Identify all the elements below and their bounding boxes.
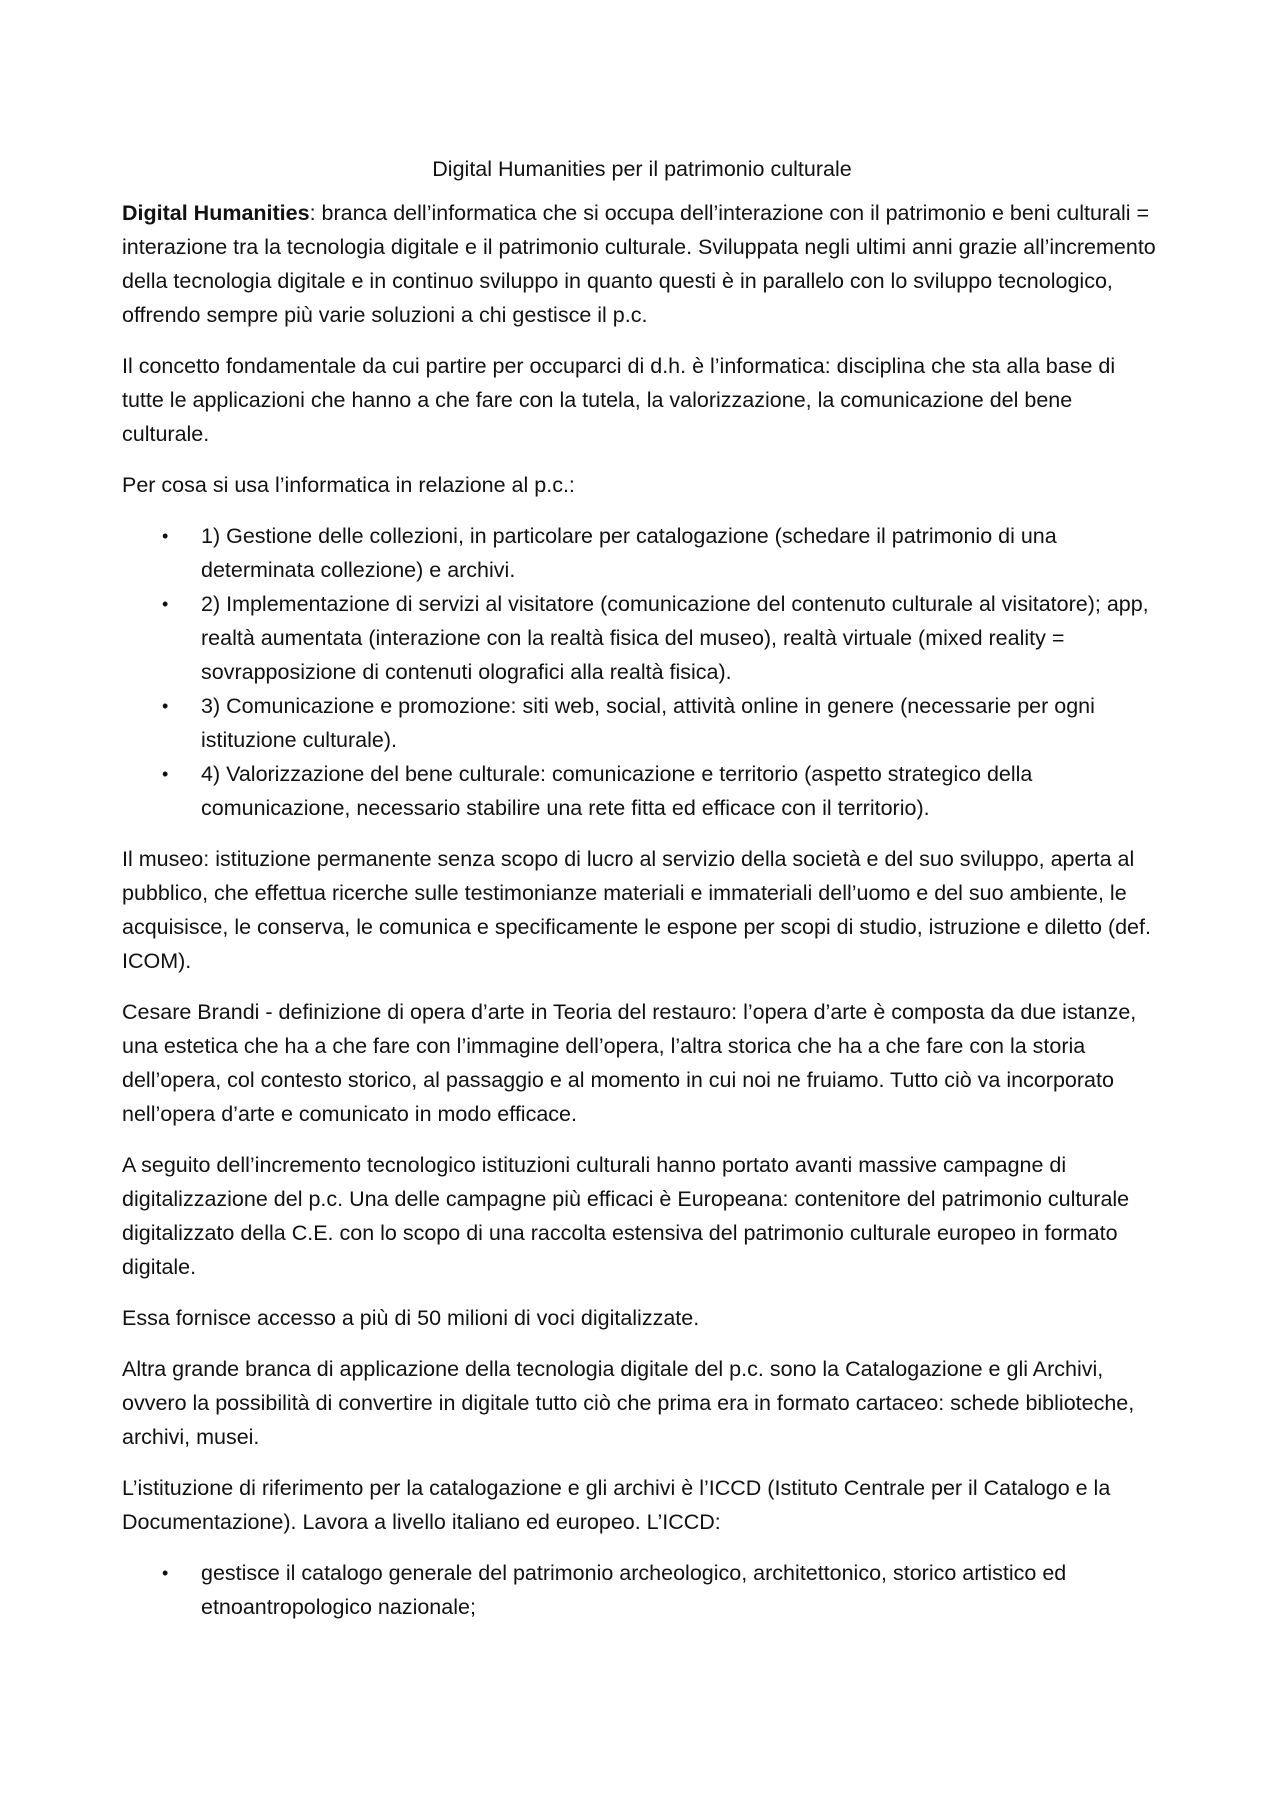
paragraph-uses-intro: Per cosa si usa l’informatica in relazione al p.c.: bbox=[122, 473, 575, 497]
list-item-text: 1) Gestione delle collezioni, in particolare per catalogazione (schedare il patrimonio di una determinata collezione) e archivi. bbox=[201, 524, 1057, 582]
paragraph-brandi: Cesare Brandi - definizione di opera d’arte in Teoria del restauro: l’opera d’arte è composta da due istanze, una estetica che ha a che fare con l’immagine dell’opera, l’altra storica che ha a che fare con la storia dell’opera, col contesto storico, al passaggio e al momento in cui noi ne fruiamo. Tutto ciò va incorporato nell’opera d’arte e comunicato in modo efficace. bbox=[122, 1000, 1137, 1126]
paragraph-europeana: A seguito dell’incremento tecnologico istituzioni culturali hanno portato avanti massive campagne di digitalizzazione del p.c. Una delle campagne più efficaci è Europeana: contenitore del patrimonio culturale digitalizzato della C.E. con lo scopo di una raccolta estensiva del patrimonio culturale europeo in formato digitale. bbox=[122, 1153, 1130, 1279]
iccd-list bbox=[122, 1556, 1162, 1624]
list-item bbox=[122, 1556, 1162, 1624]
list-item-text: 4) Valorizzazione del bene culturale: comunicazione e territorio (aspetto strategico della comunicazione, necessario stabilire una rete fitta ed efficace con il territorio). bbox=[201, 762, 1033, 820]
paragraph-iccd: L’istituzione di riferimento per la catalogazione e gli archivi è l’ICCD (Istituto Centrale per il Catalogo e la Documentazione). Lavora a livello italiano ed europeo. L’ICCD: bbox=[122, 1476, 1111, 1534]
list-item bbox=[122, 689, 1162, 757]
intro-term: Digital Humanities bbox=[122, 201, 310, 225]
paragraph-voci: Essa fornisce accesso a più di 50 milioni di voci digitalizzate. bbox=[122, 1306, 700, 1330]
list-item-text: gestisce il catalogo generale del patrimonio archeologico, architettonico, storico artistico ed etnoantropologico nazionale; bbox=[201, 1561, 1067, 1619]
intro-text: : branca dell’informatica che si occupa dell’interazione con il patrimonio e beni culturali = interazione tra la tecnologia digitale e il patrimonio culturale. Sviluppata negli ultimi anni grazie all’incremento della tecnologia digitale e in continuo sviluppo in quanto questi è in parallelo con lo sviluppo tecnologico, offrendo sempre più varie soluzioni a chi gestisce il p.c. bbox=[122, 201, 1156, 327]
list-item bbox=[122, 519, 1162, 587]
list-item-text: 3) Comunicazione e promozione: siti web, social, attività online in genere (necessarie per ogni istituzione culturale). bbox=[201, 694, 1095, 752]
list-item bbox=[122, 587, 1162, 689]
document-title: Digital Humanities per il patrimonio culturale bbox=[432, 157, 852, 181]
uses-list bbox=[122, 519, 1162, 825]
paragraph-informatica: Il concetto fondamentale da cui partire per occuparci di d.h. è l’informatica: disciplina che sta alla base di tutte le applicazioni che hanno a che fare con la tutela, la valorizzazione, la comunicazione del bene culturale. bbox=[122, 354, 1116, 446]
bullet-icon: • bbox=[162, 526, 169, 546]
document-page bbox=[122, 152, 1162, 1641]
paragraph-museo: Il museo: istituzione permanente senza scopo di lucro al servizio della società e del suo sviluppo, aperta al pubblico, che effettua ricerche sulle testimonianze materiali e immateriali dell’uomo e del suo ambiente, le acquisisce, le conserva, le comunica e specificamente le espone per scopi di studio, istruzione e diletto (def. ICOM). bbox=[122, 847, 1151, 973]
bullet-icon: • bbox=[162, 696, 169, 716]
bullet-icon: • bbox=[162, 594, 169, 614]
list-item-text: 2) Implementazione di servizi al visitatore (comunicazione del contenuto culturale al visitatore); app, realtà aumentata (interazione con la realtà fisica del museo), realtà virtuale (mixed reality = sovrapposizione di contenuti olografici alla realtà fisica). bbox=[201, 592, 1149, 684]
list-item bbox=[122, 757, 1162, 825]
intro-paragraph bbox=[122, 196, 1162, 332]
paragraph-catalogazione: Altra grande branca di applicazione della tecnologia digitale del p.c. sono la Catalogazione e gli Archivi, ovvero la possibilità di convertire in digitale tutto ciò che prima era in formato cartaceo: schede biblioteche, archivi, musei. bbox=[122, 1357, 1135, 1449]
bullet-icon: • bbox=[162, 1563, 169, 1583]
bullet-icon: • bbox=[162, 764, 169, 784]
